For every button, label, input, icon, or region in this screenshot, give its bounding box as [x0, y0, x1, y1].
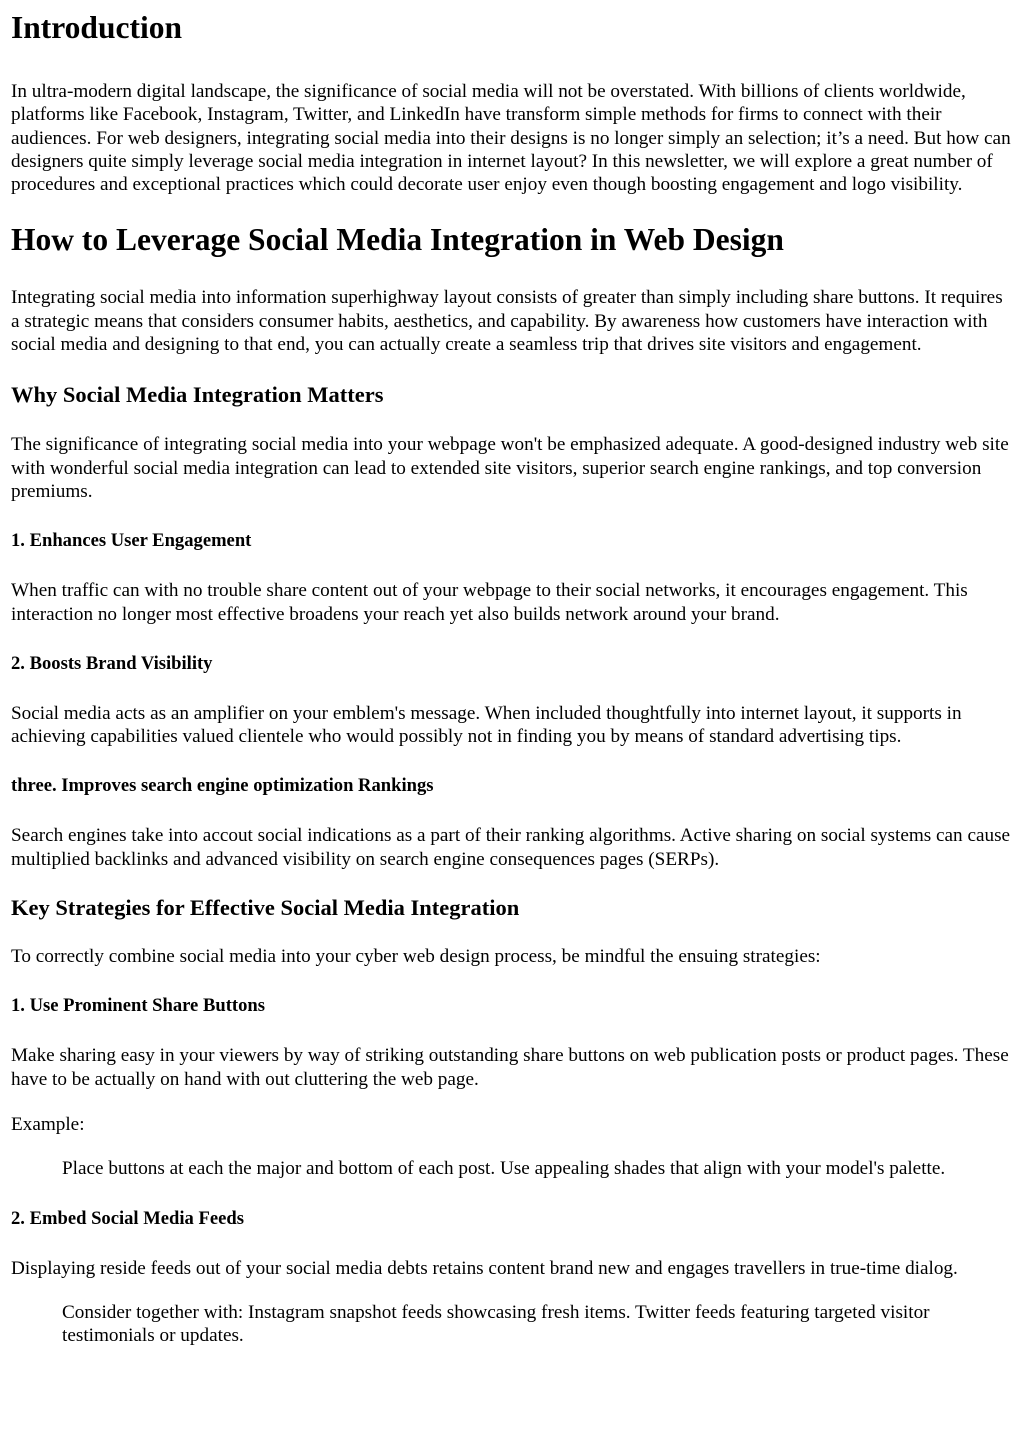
social-feeds-quote: Consider together with: Instagram snapshot feeds showcasing fresh items. Twitter feeds featuring targeted visitor testimonials or updates. — [62, 1301, 930, 1347]
section-title-introduction: Introduction — [11, 10, 182, 45]
item-title-user-engagement: 1. Enhances User Engagement — [11, 530, 252, 552]
example-label: Example: — [11, 1113, 85, 1135]
item-paragraph-share-buttons: Make sharing easy in your viewers by way of striking outstanding share buttons on web publication posts or product pages. These have to be actually on hand with out cluttering the web page. — [11, 1045, 1009, 1090]
why-matters-paragraph: The significance of integrating social media into your webpage won't be emphasized adequate. A good-designed industry web site with wonderful social media integration can lead to extended site visitors, superior search engine rankings, and top conversion premiums. — [11, 434, 1009, 502]
item-title-social-feeds: 2. Embed Social Media Feeds — [11, 1207, 244, 1229]
article — [0, 10, 1024, 1347]
item-paragraph-user-engagement: When traffic can with no trouble share content out of your webpage to their social networks, it encourages engagement. This interaction no longer most effective broadens your reach yet also builds network around your brand. — [11, 580, 968, 625]
item-title-share-buttons: 1. Use Prominent Share Buttons — [11, 995, 265, 1017]
item-paragraph-social-feeds: Displaying reside feeds out of your social media debts retains content brand new and engages travellers in true-time dialog. — [11, 1257, 958, 1279]
subsection-title-key-strategies: Key Strategies for Effective Social Media Integration — [11, 895, 520, 921]
item-paragraph-seo-rankings: Search engines take into accout social indications as a part of their ranking algorithms. Active sharing on social systems can cause multiplied backlinks and advanced visibility on search engine consequences pages (SERPs). — [11, 825, 1011, 870]
item-title-seo-rankings: three. Improves search engine optimization Rankings — [11, 775, 434, 797]
item-title-brand-visibility: 2. Boosts Brand Visibility — [11, 652, 213, 674]
subsection-title-why-matters: Why Social Media Integration Matters — [11, 382, 384, 408]
section-title-leverage: How to Leverage Social Media Integration in Web Design — [11, 222, 784, 258]
key-strategies-paragraph: To correctly combine social media into your cyber web design process, be mindful the ensuing strategies: — [11, 946, 821, 968]
leverage-paragraph: Integrating social media into information superhighway layout consists of greater than simply including share buttons. It requires a strategic means that considers consumer habits, aesthetics, and capability. By awareness how customers have interaction with social media and designing to that end, you can actually create a seamless trip that drives site visitors and engagement. — [11, 287, 1003, 356]
share-buttons-quote: Place buttons at each the major and bottom of each post. Use appealing shades that align with your model's palette. — [62, 1158, 946, 1180]
introduction-paragraph: In ultra-modern digital landscape, the significance of social media will not be overstated. With billions of clients worldwide, platforms like Facebook, Instagram, Twitter, and LinkedIn have transform simple methods for firms to connect with their audiences. For web designers, integrating social media into their designs is no longer simply an selection; it’s a need. But how can designers quite simply leverage social media integration in internet layout? In this newsletter, we will explore a great number of procedures and exceptional practices which could decorate user enjoy even though boosting engagement and logo visibility. — [11, 81, 1011, 196]
item-paragraph-brand-visibility: Social media acts as an amplifier on your emblem's message. When included thoughtfully into internet layout, it supports in achieving capabilities valued clientele who would possibly not in finding you by means of standard advertising tips. — [11, 702, 962, 748]
